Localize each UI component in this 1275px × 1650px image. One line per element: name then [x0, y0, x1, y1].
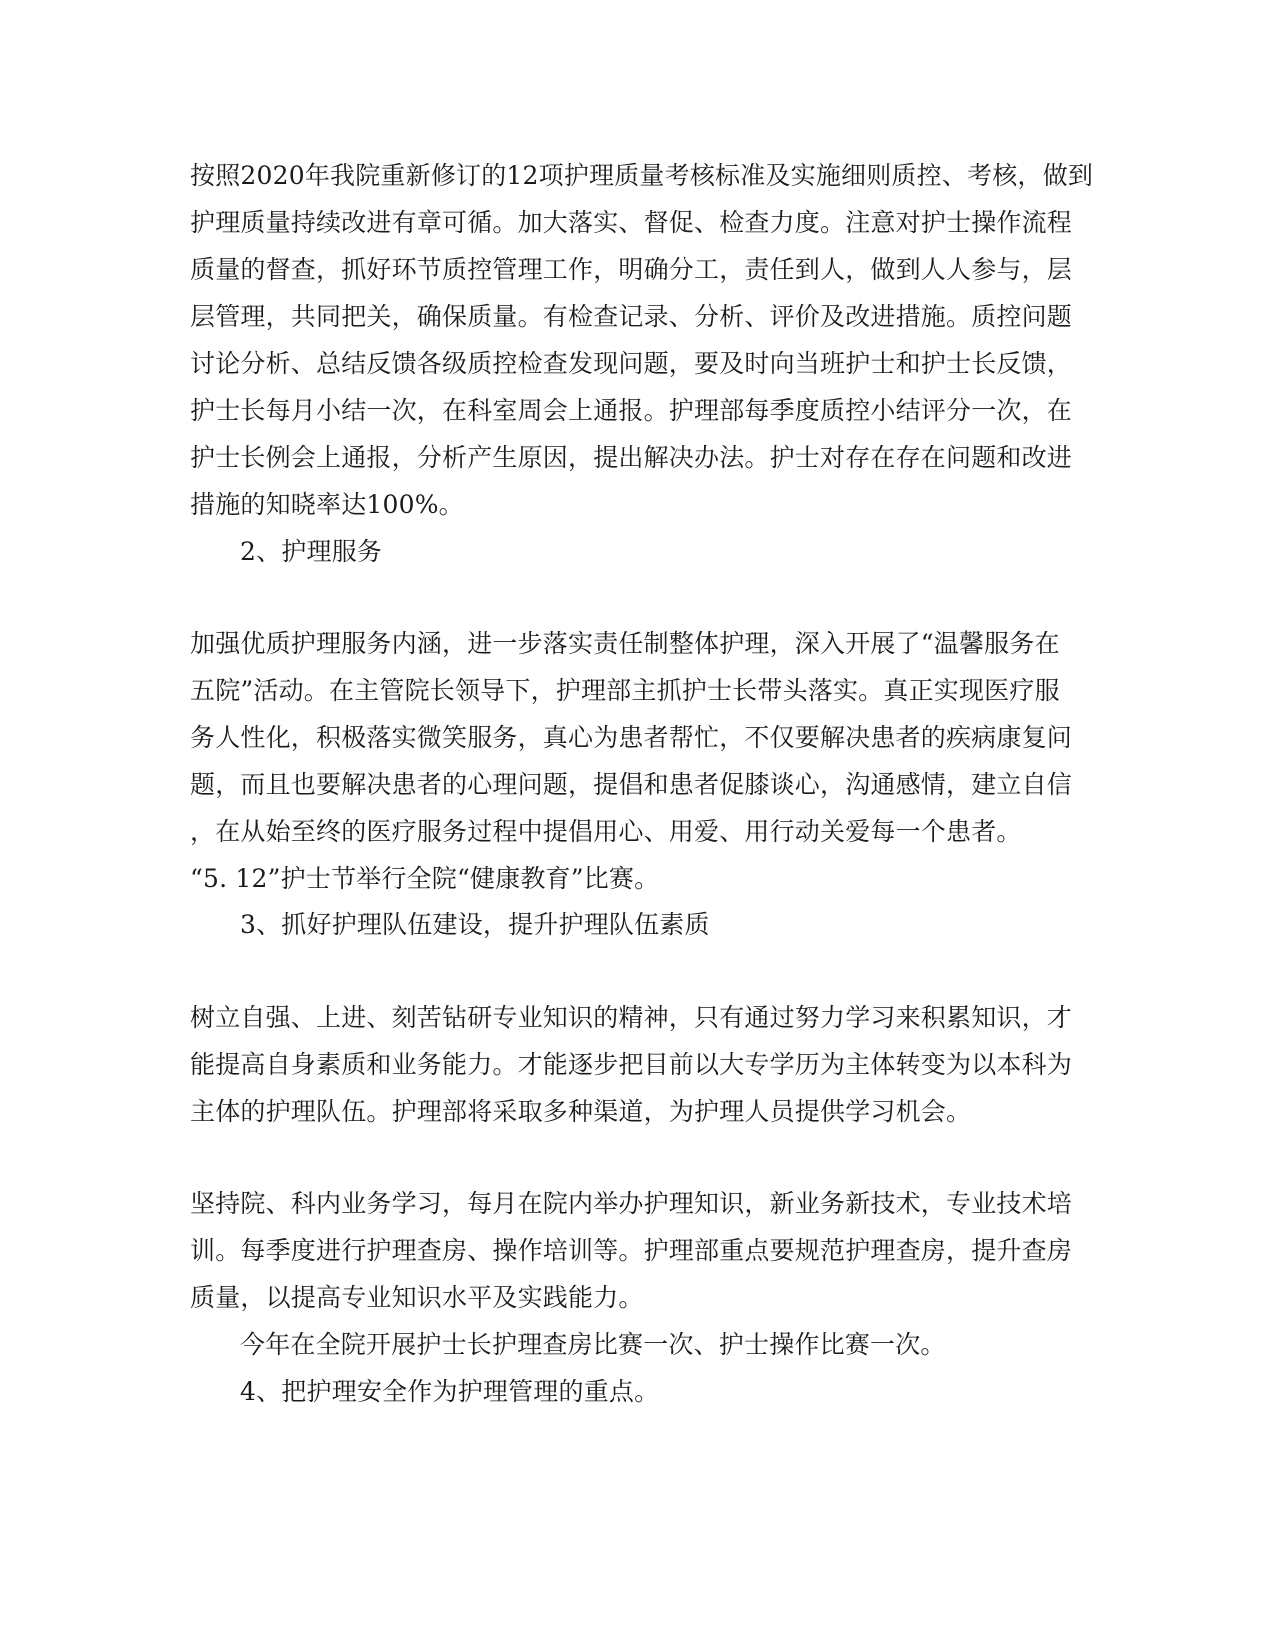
body-text-line: 讨论分析、总结反馈各级质控检查发现问题，要及时向当班护士和护士长反馈，: [190, 349, 1073, 378]
body-text-line: 五院”活动。在主管院长领导下，护理部主抓护士长带头落实。真正实现医疗服: [190, 676, 1060, 705]
section-heading: 4、把护理安全作为护理管理的重点。: [240, 1377, 660, 1406]
body-text-line: 加强优质护理服务内涵，进一步落实责任制整体护理，深入开展了“温馨服务在: [190, 629, 1060, 658]
body-text-line: 护士长例会上通报，分析产生原因，提出解决办法。护士对存在存在问题和改进: [190, 443, 1073, 472]
section-heading: 3、抓好护理队伍建设，提升护理队伍素质: [240, 910, 710, 939]
body-text-line: 护士长每月小结一次，在科室周会上通报。护理部每季度质控小结评分一次，在: [190, 396, 1073, 425]
section-heading: 2、护理服务: [240, 537, 383, 566]
body-text-line: 务人性化，积极落实微笑服务，真心为患者帮忙，不仅要解决患者的疾病康复问: [190, 723, 1073, 752]
body-text-line: 护理质量持续改进有章可循。加大落实、督促、检查力度。注意对护士操作流程: [190, 208, 1073, 237]
body-text-line: 训。每季度进行护理查房、操作培训等。护理部重点要规范护理查房，提升查房: [190, 1236, 1073, 1265]
body-text-line: 质量，以提高专业知识水平及实践能力。: [190, 1283, 644, 1312]
body-text-line: 按照2020年我院重新修订的12项护理质量考核标准及实施细则质控、考核，做到: [190, 161, 1094, 190]
body-text-line: ，在从始至终的医疗服务过程中提倡用心、用爱、用行动关爱每一个患者。: [190, 817, 1022, 846]
body-text-line: 能提高自身素质和业务能力。才能逐步把目前以大专学历为主体转变为以本科为: [190, 1050, 1073, 1079]
body-text-line: 今年在全院开展护士长护理查房比赛一次、护士操作比赛一次。: [240, 1330, 946, 1359]
body-text-line: 坚持院、科内业务学习，每月在院内举办护理知识，新业务新技术，专业技术培: [190, 1189, 1073, 1218]
body-text-line: 措施的知晓率达100%。: [190, 490, 464, 519]
body-text-line: “5. 12”护士节举行全院“健康教育”比赛。: [190, 864, 660, 893]
body-text-line: 层管理，共同把关，确保质量。有检查记录、分析、评价及改进措施。质控问题: [190, 302, 1073, 331]
body-text-line: 题，而且也要解决患者的心理问题，提倡和患者促膝谈心，沟通感情，建立自信: [190, 770, 1073, 799]
body-text-line: 树立自强、上进、刻苦钻研专业知识的精神，只有通过努力学习来积累知识，才: [190, 1003, 1073, 1032]
body-text-line: 主体的护理队伍。护理部将采取多种渠道，为护理人员提供学习机会。: [190, 1097, 972, 1126]
body-text-line: 质量的督查，抓好环节质控管理工作，明确分工，责任到人，做到人人参与，层: [190, 255, 1073, 284]
